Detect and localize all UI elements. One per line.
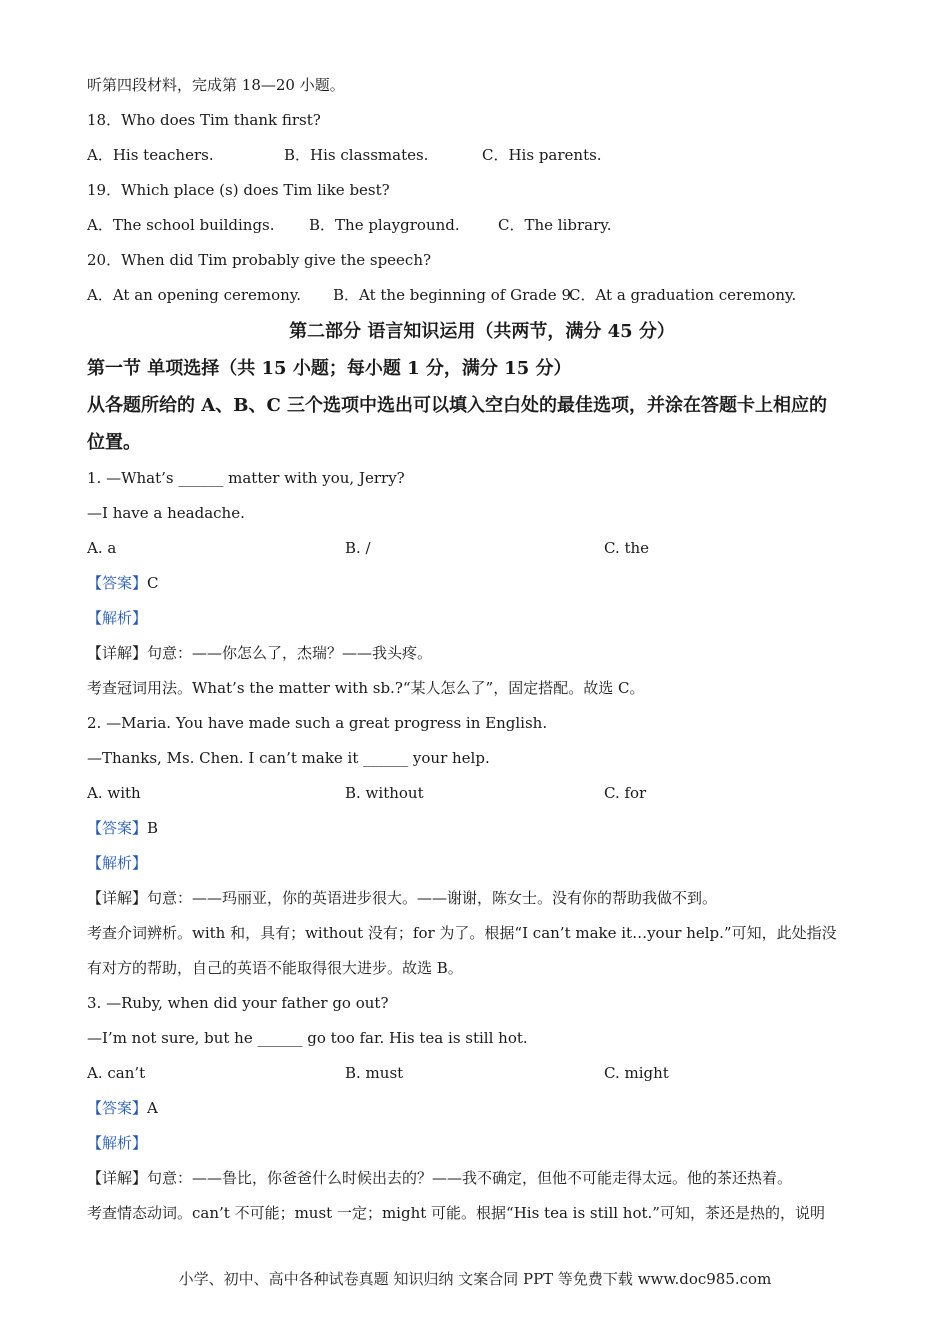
option-c: C．The library. bbox=[498, 216, 612, 234]
explain-line: 考查介词辨析。with 和，具有；without 没有；for 为了。根据“I can’t make it…your help.”可知，此处指没 bbox=[87, 924, 837, 942]
question-options bbox=[87, 278, 877, 313]
analysis-label: 【解析】 bbox=[87, 854, 148, 872]
option-b: B. must bbox=[345, 1064, 404, 1082]
option-a: A. can’t bbox=[87, 1064, 146, 1082]
answer-value: B bbox=[147, 819, 159, 837]
option-a: A．At an opening ceremony. bbox=[87, 286, 302, 304]
answer-value: A bbox=[147, 1099, 158, 1117]
option-c: C．His parents. bbox=[482, 146, 602, 164]
instruction-line: 位置。 bbox=[87, 432, 141, 453]
question-options bbox=[87, 208, 877, 243]
detail-text: 句意：——你怎么了，杰瑞？——我头疼。 bbox=[147, 644, 433, 662]
option-b: B. without bbox=[345, 784, 424, 802]
analysis-label: 【解析】 bbox=[87, 609, 148, 627]
question-stem: 19．Which place (s) does Tim like best? bbox=[87, 181, 390, 199]
detail-label: 【详解】 bbox=[87, 644, 148, 662]
item-options bbox=[87, 531, 877, 566]
item-question: 2. —Maria. You have made such a great progress in English. bbox=[87, 714, 548, 732]
explain-line: 考查冠词用法。What’s the matter with sb.?“某人怎么了”，固定搭配。故选 C。 bbox=[87, 679, 645, 697]
detail-label: 【详解】 bbox=[87, 889, 148, 907]
item-question: 3. —Ruby, when did your father go out? bbox=[87, 994, 389, 1012]
detail-text: 句意：——玛丽亚，你的英语进步很大。——谢谢，陈女士。没有你的帮助我做不到。 bbox=[147, 889, 718, 907]
item-options bbox=[87, 1056, 877, 1091]
question-options bbox=[87, 138, 877, 173]
detail-line bbox=[87, 1161, 877, 1196]
analysis-line bbox=[87, 846, 877, 881]
option-b: B．His classmates. bbox=[284, 146, 429, 164]
section-title: 第一节 单项选择（共 15 小题；每小题 1 分，满分 15 分） bbox=[87, 358, 572, 379]
option-b: B．At the beginning of Grade 9. bbox=[333, 286, 576, 304]
option-c: C. the bbox=[604, 539, 650, 557]
option-b: B．The playground. bbox=[309, 216, 460, 234]
option-c: C．At a graduation ceremony. bbox=[569, 286, 797, 304]
option-a: A．The school buildings. bbox=[87, 216, 275, 234]
answer-line bbox=[87, 1091, 877, 1126]
analysis-label: 【解析】 bbox=[87, 1134, 148, 1152]
explain-line: 有对方的帮助，自己的英语不能取得很大进步。故选 B。 bbox=[87, 959, 463, 977]
question-stem: 20．When did Tim probably give the speech? bbox=[87, 251, 432, 269]
option-a: A. with bbox=[87, 784, 141, 802]
option-c: C. might bbox=[604, 1064, 669, 1082]
option-c: C. for bbox=[604, 784, 647, 802]
option-b: B. / bbox=[345, 539, 371, 557]
option-a: A. a bbox=[87, 539, 117, 557]
item-options bbox=[87, 776, 877, 811]
instruction-line: 从各题所给的 A、B、C 三个选项中选出可以填入空白处的最佳选项，并涂在答题卡上相应的 bbox=[87, 395, 828, 416]
listening-intro: 听第四段材料，完成第 18—20 小题。 bbox=[87, 76, 345, 94]
item-question: 1. —What’s ______ matter with you, Jerry? bbox=[87, 469, 405, 487]
detail-text: 句意：——鲁比，你爸爸什么时候出去的？——我不确定，但他不可能走得太远。他的茶还热着。 bbox=[147, 1169, 793, 1187]
detail-label: 【详解】 bbox=[87, 1169, 148, 1187]
document-page bbox=[87, 68, 877, 1231]
part-title: 第二部分 语言知识运用（共两节，满分 45 分） bbox=[289, 321, 675, 342]
answer-label: 【答案】 bbox=[87, 574, 148, 592]
analysis-line bbox=[87, 601, 877, 636]
answer-line bbox=[87, 811, 877, 846]
analysis-line bbox=[87, 1126, 877, 1161]
item-response: —Thanks, Ms. Chen. I can’t make it ______ your help. bbox=[87, 749, 490, 767]
answer-line bbox=[87, 566, 877, 601]
detail-line bbox=[87, 636, 877, 671]
detail-line bbox=[87, 881, 877, 916]
item-response: —I’m not sure, but he ______ go too far. His tea is still hot. bbox=[87, 1029, 528, 1047]
question-stem: 18．Who does Tim thank first? bbox=[87, 111, 321, 129]
answer-label: 【答案】 bbox=[87, 819, 148, 837]
answer-value: C bbox=[147, 574, 159, 592]
option-a: A．His teachers. bbox=[87, 146, 214, 164]
item-response: —I have a headache. bbox=[87, 504, 245, 522]
page-footer: 小学、初中、高中各种试卷真题 知识归纳 文案合同 PPT 等免费下载 www.doc985.com bbox=[178, 1270, 772, 1288]
explain-line: 考查情态动词。can’t 不可能；must 一定；might 可能。根据“His tea is still hot.”可知，茶还是热的，说明 bbox=[87, 1204, 825, 1222]
answer-label: 【答案】 bbox=[87, 1099, 148, 1117]
